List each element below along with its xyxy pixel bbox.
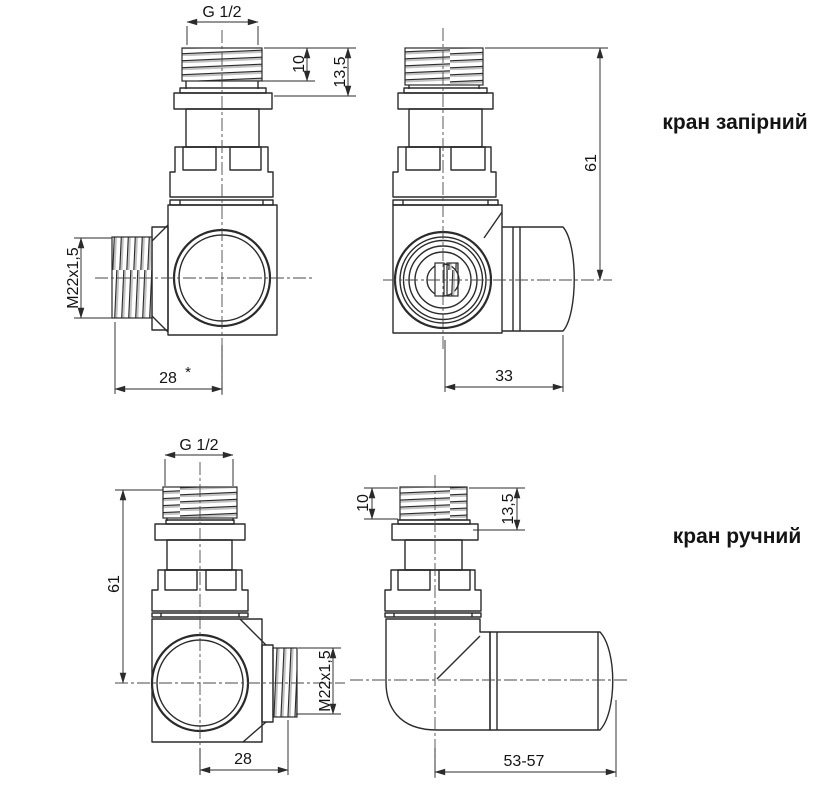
centerlines (350, 475, 628, 778)
handle (490, 632, 613, 730)
port-collar (152, 227, 168, 330)
dim-side-thread: M22x1,5 (317, 650, 334, 712)
body-chamfers (152, 225, 168, 332)
valve-outline (152, 487, 297, 742)
label-manual-valve: кран ручний (672, 525, 802, 548)
valve-outline (112, 48, 277, 335)
side-thread (273, 648, 297, 717)
neck (405, 540, 462, 570)
elbow-chamfer (437, 636, 480, 679)
union-nut (170, 147, 273, 205)
spindle-slot-hatch (447, 263, 458, 296)
body-chamfer (484, 212, 502, 238)
top-thread (400, 487, 467, 520)
union-nut (385, 570, 481, 617)
dim-side-thread: M22x1,5 (65, 247, 82, 309)
collar-lip (404, 88, 487, 93)
valve-drawing-top-left (65, 4, 356, 395)
dim-g-thread: G 1/2 (202, 4, 242, 21)
dim-width: 33 (495, 368, 513, 385)
side-thread (112, 237, 152, 318)
dim-width: 28 (159, 370, 177, 387)
valve-drawing-bottom-right (350, 475, 801, 778)
valve-outline (385, 487, 613, 730)
port-collar (262, 645, 273, 722)
dim-thread-depth: 13,5 (500, 493, 517, 525)
neck (409, 109, 482, 147)
dim-height: 61 (106, 575, 123, 593)
dim-width-note: * (185, 364, 191, 381)
dim-thread-depth: 13,5 (332, 56, 349, 88)
dim-width: 28 (234, 751, 252, 768)
dim-thread-len: 10 (355, 494, 372, 512)
collar (398, 93, 493, 109)
valve-drawing-bottom-left (106, 437, 345, 775)
valve-outline (393, 48, 574, 333)
dimensions (445, 48, 608, 392)
collar-lip (180, 88, 266, 93)
valve-cap (502, 227, 574, 331)
union-nut (393, 147, 498, 205)
label-shutoff-valve: кран запірний (662, 111, 808, 134)
dim-g-thread: G 1/2 (179, 437, 219, 454)
dim-width: 53-57 (503, 753, 545, 770)
centerlines (95, 30, 312, 395)
elbow-body (386, 619, 490, 730)
valve-body (152, 619, 262, 742)
dim-thread-len: 10 (291, 55, 308, 73)
neck (167, 540, 232, 570)
top-thread (405, 48, 483, 85)
valve-body (168, 205, 277, 335)
valve-drawing-top-right (383, 28, 808, 392)
dim-height: 61 (583, 154, 600, 172)
neck (186, 109, 259, 147)
collar (174, 93, 272, 109)
